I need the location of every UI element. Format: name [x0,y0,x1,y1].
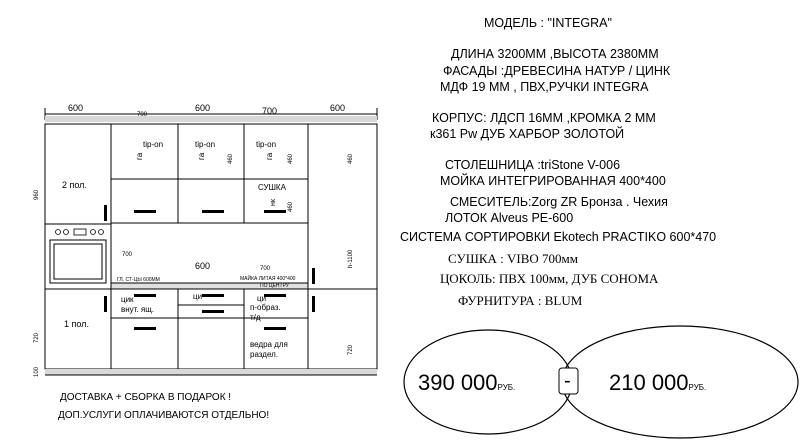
ga-label-3: га [265,152,274,160]
spec-worktop: СТОЛЕШНИЦА :triStone V-006 [445,158,621,172]
dim-mid-1: 700 [122,252,133,258]
ga-label-1: га [135,152,144,160]
spec-sorting: СИСТЕМА СОРТИРОВКИ Ekotech PRACTIKO 600*470 [400,230,717,244]
upper-drawer-1 [111,179,178,223]
worktop-left-label: ГЛ. СТ-ЦЫ 600ММ [117,277,160,283]
left-upper-cabinet [45,124,111,224]
tip-on-label-1: tip-on [143,140,164,149]
spec-hardware: ФУРНИТУРА : BLUM [458,293,583,308]
tip-on-label-3: tip-on [256,140,277,149]
dim-top-3: 600 [195,103,211,113]
oven-controls [56,229,104,235]
dim-top-2: 700 [137,112,148,118]
dryer-label: СУШКА [258,183,286,192]
upper-cabinet-1 [111,124,178,179]
dim-right-460-a: 460 [228,153,234,164]
spec-length: ДЛИНА 3200ММ ,ВЫСОТА 2380ММ [451,47,659,61]
spec-mixer: СМЕСИТЕЛЬ:Zorg ZR Бронза . Чехия [450,195,668,209]
shelves-lower-label: 1 пол. [64,319,89,329]
spec-mdf: МДФ 19 ММ , ПВХ,РУЧКИ INTEGRA [440,80,649,94]
worktop-right-label-2: ПО ЦЕНТРУ [260,283,289,289]
shelves-upper-label: 2 пол. [62,180,87,190]
price-left-currency: РУБ. [497,383,516,392]
dim-side-100: 100 [34,366,40,377]
left-lower-cabinet [45,289,111,369]
upper-cabinet-2 [178,124,244,179]
oven [50,240,106,283]
dim-right-460-c: 460 [348,153,354,164]
spec-dryer: СУШКА : VIBO 700мм [448,251,578,266]
dim-side-720: 720 [34,332,40,343]
right-tall-cabinet [308,124,377,369]
dim-top-1: 600 [68,103,84,113]
price-left-value: 390 000 [418,370,498,395]
nk-label: нк [270,199,277,206]
bins-label: ведра для [250,340,288,349]
dim-top-5: 600 [330,103,346,113]
spec-decor: к361 Pw ДУБ ХАРБОР ЗОЛОТОЙ [430,127,625,141]
tip-on-label-2: tip-on [195,140,216,149]
ga-label-2: га [197,152,206,160]
dim-right-460-d: 460 [288,201,294,212]
dim-top-4: 700 [262,106,278,116]
spec-plinth: ЦОКОЛЬ: ПВХ 100мм, ДУБ СОНОМА [440,271,659,286]
drawer-mid-label: ци [193,292,203,301]
price-right-value: 210 000 [609,370,689,395]
drawer-right-label-2: п-образ. [250,303,281,312]
upper-cabinet-3 [244,124,308,179]
price-right [609,370,706,396]
worktop-right-label: МАЙКА ЛИТАЯ 400*400 [240,276,296,282]
dim-mid-2: 600 [195,261,211,271]
dim-right-460-b: 460 [288,153,294,164]
drawer-left-label: цик [121,295,134,304]
spec-model: МОДЕЛЬ : "INTEGRA" [484,16,612,30]
spec-tray: ЛОТОК Alveus PE-600 [445,211,574,225]
upper-drawer-2 [178,179,244,223]
dim-right-1100: h-1100 [348,249,354,268]
spec-body: КОРПУС: ЛДСП 16ММ ,КРОМКА 2 ММ [432,111,656,125]
drawer-left-label-2: внут. ящ. [121,305,155,314]
backsplash [111,223,308,283]
dim-side-960: 960 [34,189,40,200]
delivery-note: ДОСТАВКА + СБОРКА В ПОДАРОК ! [60,392,232,403]
price-left [418,370,515,396]
drawer-right-label: ци [257,294,267,303]
extra-services-note: ДОП.УСЛУГИ ОПЛАЧИВАЮТСЯ ОТДЕЛЬНО! [58,410,270,421]
price-separator: - [564,370,571,392]
spec-sink: МОЙКА ИНТЕГРИРОВАННАЯ 400*400 [440,174,666,188]
price-right-currency: РУБ. [688,383,707,392]
bins-label-2: раздел. [250,350,279,359]
dim-mid-3: 700 [260,266,271,272]
dim-right-720: 720 [348,344,354,355]
base-cabinet-2 [178,289,244,369]
drawer-right-label-3: т/д [250,313,261,322]
spec-facades: ФАСАДЫ :ДРЕВЕСИНА НАТУР / ЦИНК [443,64,671,78]
